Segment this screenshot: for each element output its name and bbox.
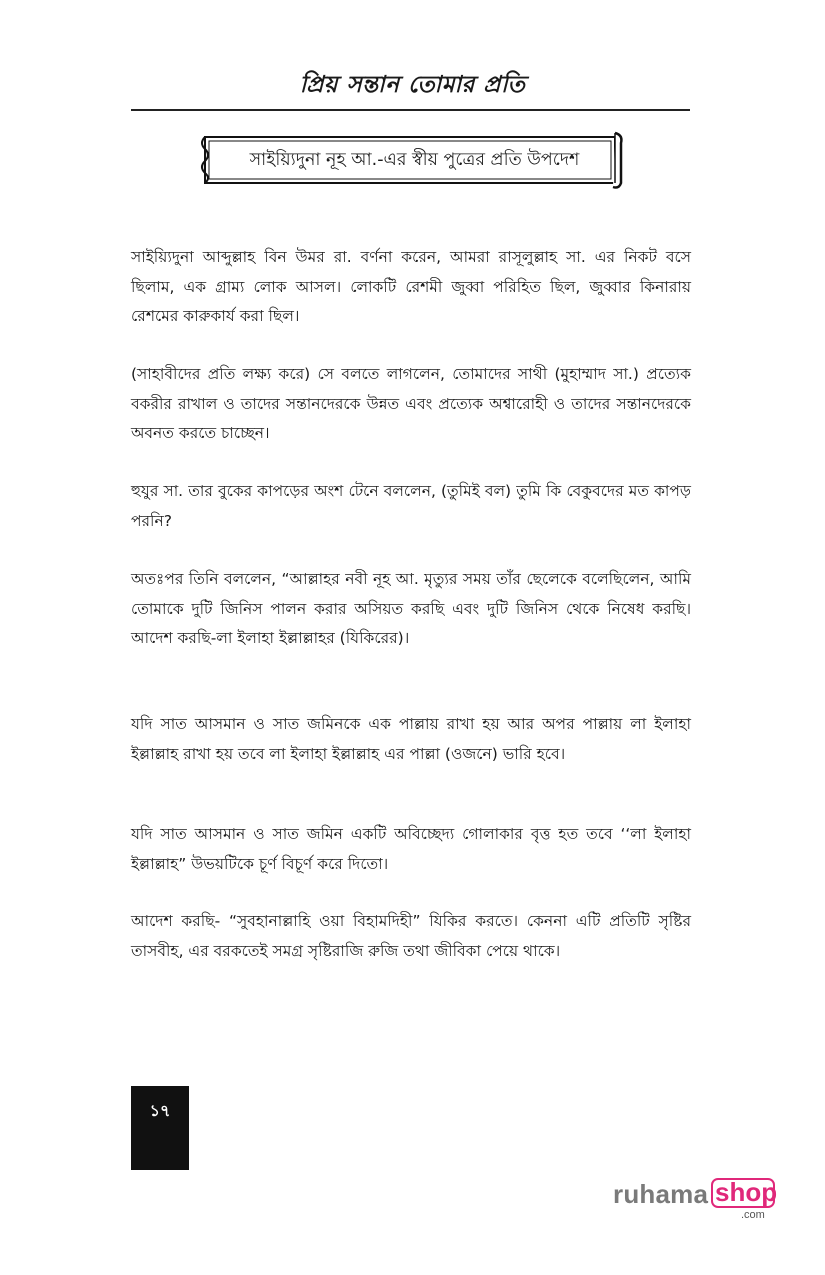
paragraph: হুযুর সা. তার বুকের কাপড়ের অংশ টেনে বললেন, (তুমিই বল) তুমি কি বেকুবদের মত কাপড় পরনি? bbox=[131, 482, 691, 530]
chapter-title: সাইয়্যিদুনা নূহ আ.-এর স্বীয় পুত্রের প্রতি উপদেশ bbox=[249, 150, 580, 170]
paragraph: যদি সাত আসমান ও সাত জমিন একটি অবিচ্ছেদ্য গোলাকার বৃত্ত হত তবে ‘‘লা ইলাহা ইল্লাল্লাহ” উভয়টিকে চূর্ণ বিচূর্ণ করে দিতো। bbox=[131, 825, 691, 873]
paragraph: অতঃপর তিনি বললেন, “আল্লাহর নবী নূহ আ. মৃত্যুর সময় তাঁর ছেলেকে বলেছিলেন, আমি তোমাকে দুটি জিনিস পালন করার অসিয়ত করছি এবং দুটি জিনিস থেকে নিষেধ করছি। আদেশ করছি-লা ইলাহা ইল্লাল্লাহর (যিকিরের)। bbox=[131, 570, 691, 647]
watermark-domain: .com bbox=[741, 1209, 765, 1221]
page-number: ১৭ bbox=[131, 1086, 189, 1170]
paragraph: যদি সাত আসমান ও সাত জমিনকে এক পাল্লায় রাখা হয় আর অপর পাল্লায় লা ইলাহা ইল্লাল্লাহ রাখা হয় তবে লা ইলাহা ইল্লাল্লাহ এর পাল্লা (ওজনে) ভারি হবে। bbox=[131, 715, 691, 763]
paragraph: সাইয়্যিদুনা আব্দুল্লাহ বিন উমর রা. বর্ণনা করেন, আমরা রাসূলুল্লাহ সা. এর নিকট বসে ছিলাম, এক গ্রাম্য লোক আসল। লোকটি রেশমী জুব্বা পরিহিত ছিল, জুব্বার কিনারায় রেশমের কারুকার্য করা ছিল। bbox=[131, 248, 691, 325]
running-header-title: প্রিয় সন্তান তোমার প্রতি bbox=[299, 71, 526, 98]
paragraph: আদেশ করছি- “সুবহানাল্লাহি ওয়া বিহামদিহী” যিকির করতে। কেননা এটি প্রতিটি সৃষ্টির তাসবীহ, এর বরকতেই সমগ্র সৃষ্টিরাজি রুজি তথা জীবিকা পেয়ে থাকে। bbox=[131, 912, 691, 960]
watermark-accent: shop bbox=[715, 1177, 778, 1207]
watermark-logo bbox=[613, 1175, 783, 1223]
header-divider bbox=[131, 109, 690, 111]
watermark-brand: ruhama bbox=[613, 1179, 709, 1209]
chapter-title-scroll bbox=[197, 129, 627, 189]
paragraph: (সাহাবীদের প্রতি লক্ষ্য করে) সে বলতে লাগলেন, তোমাদের সাথী (মুহাম্মাদ সা.) প্রত্যেক বকরীর রাখাল ও তাদের সন্তানদেরকে উন্নত এবং প্রত্যেক অশ্বারোহী ও তাদের সন্তানদেরকে অবনত করতে চাচ্ছেন। bbox=[131, 365, 691, 442]
